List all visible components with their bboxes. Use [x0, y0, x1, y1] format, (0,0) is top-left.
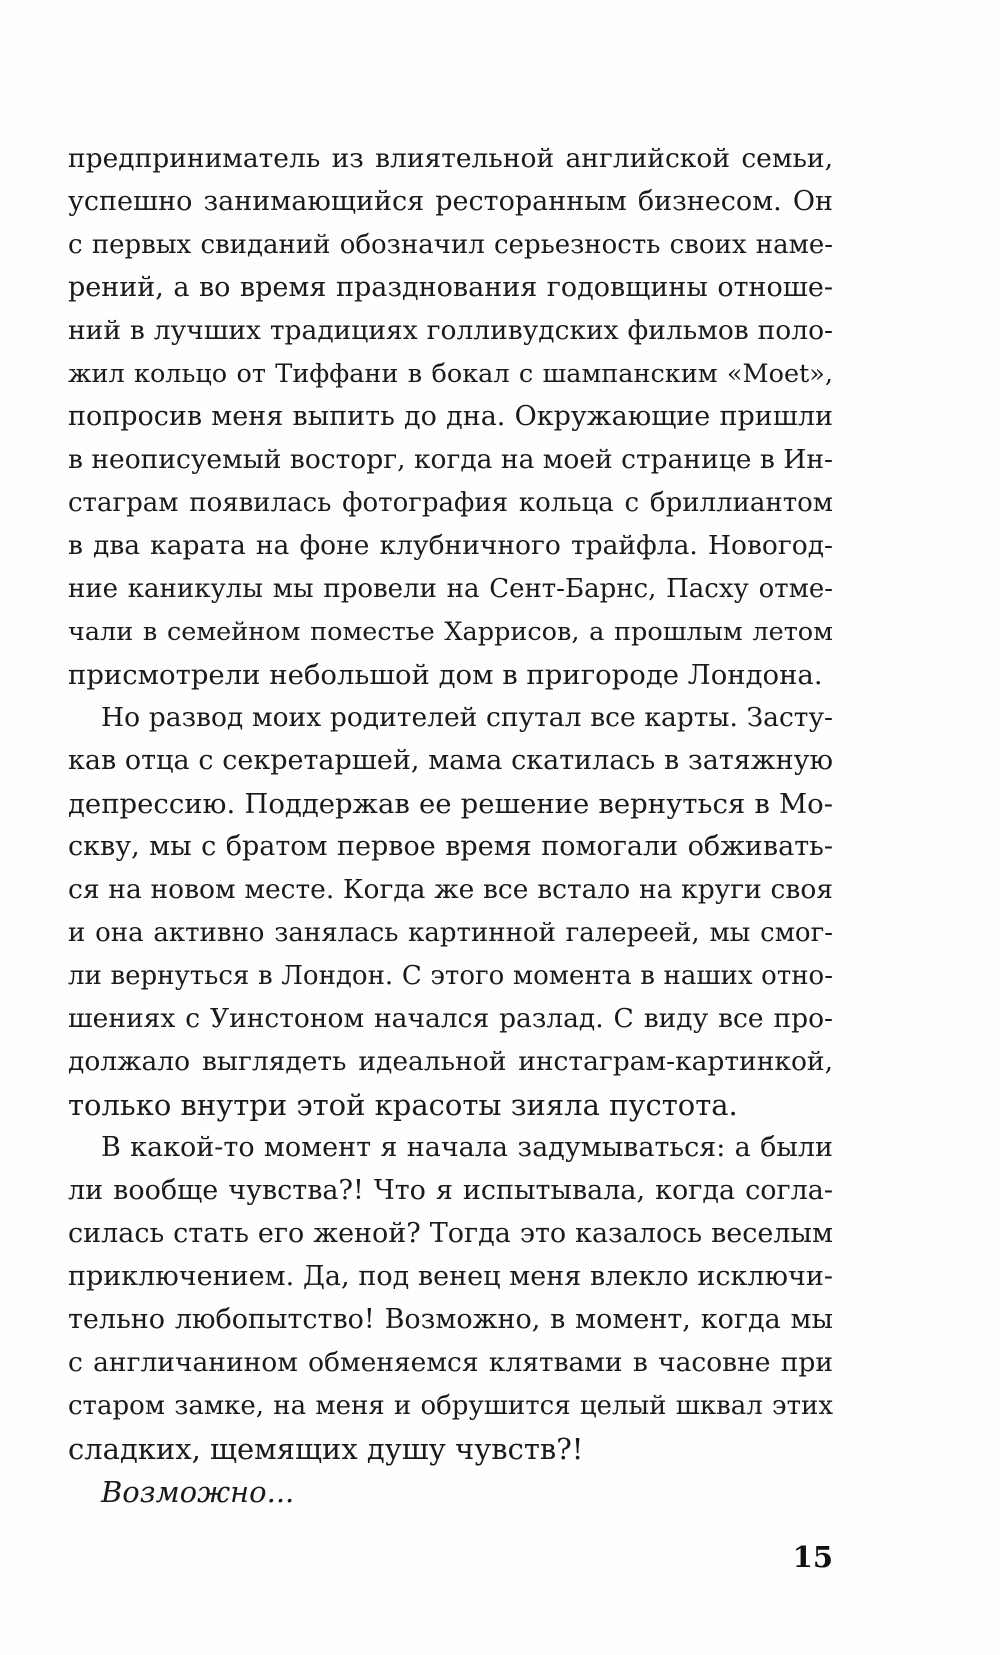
text-line: Но развод моих родителей спутал все карты. Засту-: [101, 702, 833, 733]
text-line: жил кольцо от Тиффани в бокал с шампанским «Moet»,: [68, 359, 833, 389]
text-line: ли вернуться в Лондон. С этого момента в наших отно-: [68, 961, 833, 991]
text-line: чали в семейном поместье Харрисов, а прошлым летом: [68, 617, 833, 647]
text-line: с англичанином обменяемся клятвами в часовне при: [68, 1347, 833, 1378]
text-line: должало выглядеть идеальной инстаграм-картинкой,: [68, 1046, 833, 1077]
text-line: В какой-то момент я начала задумываться: а были: [101, 1132, 833, 1163]
text-line: в неописуемый восторг, когда на моей странице в Ин-: [68, 444, 833, 475]
text-line: тельно любопытство! Возможно, в момент, когда мы: [68, 1304, 833, 1335]
text-line: ний в лучших традициях голливудских фильмов поло-: [68, 315, 833, 346]
text-line: рений, а во время празднования годовщины отноше-: [68, 272, 833, 303]
text-line: сладких, щемящих душу чувств?!: [68, 1432, 584, 1466]
text-line: ли вообще чувства?! Что я испытывала, когда согла-: [68, 1175, 833, 1206]
text-line: с первых свиданий обозначил серьезность своих наме-: [68, 230, 833, 260]
text-line: скву, мы с братом первое время помогали обживать-: [68, 831, 833, 862]
text-line: ние каникулы мы провели на Сент-Барнс, Пасху отме-: [68, 574, 833, 604]
text-line: только внутри этой красоты зияла пустота.: [68, 1088, 738, 1122]
text-line: успешно занимающийся ресторанным бизнесом. Он: [68, 186, 833, 217]
text-line: в два карата на фоне клубничного трайфла. Новогод-: [68, 530, 833, 561]
text-line: кав отца с секретаршей, мама скатилась в затяжную: [68, 745, 833, 776]
text-line: предприниматель из влиятельной английской семьи,: [68, 143, 833, 174]
text-line: присмотрели небольшой дом в пригороде Лондона.: [68, 659, 823, 691]
text-line: стаграм появилась фотография кольца с бриллиантом: [68, 488, 833, 518]
text-line: старом замке, на меня и обрушится целый шквал этих: [68, 1391, 833, 1421]
text-line: и она активно занялась картинной галереей, мы смог-: [68, 918, 833, 948]
text-line: попросив меня выпить до дна. Окружающие пришли: [68, 401, 833, 432]
text-line: депрессию. Поддержав ее решение вернуться в Мо-: [68, 788, 833, 820]
text-line: шениях с Уинстоном начался разлад. С виду все про-: [68, 1003, 833, 1034]
page-number: 15: [792, 1540, 833, 1574]
text-line: силась стать его женой? Тогда это казалось веселым: [68, 1218, 833, 1249]
text-line: Возможно...: [101, 1475, 295, 1509]
text-line: приключением. Да, под венец меня влекло исключи-: [68, 1261, 833, 1292]
text-line: ся на новом месте. Когда же все встало на круги своя: [68, 874, 833, 905]
